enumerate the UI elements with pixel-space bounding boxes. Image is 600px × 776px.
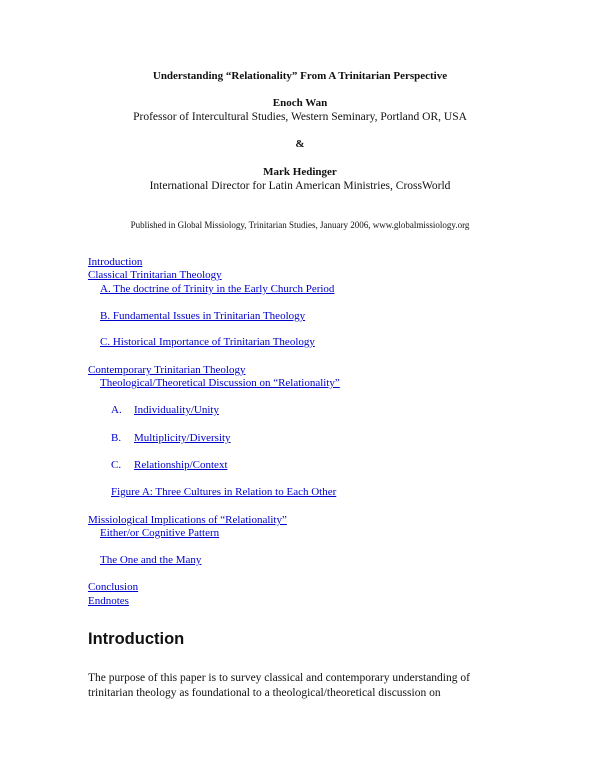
toc-link-fundamental-issues[interactable]: B. Fundamental Issues in Trinitarian Theology (100, 310, 306, 322)
toc-link-theoretical-discussion[interactable]: Theological/Theoretical Discussion on “Relationality” (100, 377, 340, 389)
body-paragraph-line-1: The purpose of this paper is to survey classical and contemporary understanding of (88, 672, 470, 684)
toc-letter-b: B. (111, 432, 122, 444)
toc-link-multiplicity-diversity[interactable] (111, 432, 231, 445)
section-heading-introduction: Introduction (88, 630, 185, 648)
toc-link-doctrine-early-church[interactable]: A. The doctrine of Trinity in the Early Church Period (100, 283, 335, 295)
author-affiliation-2: International Director for Latin American Ministries, CrossWorld (149, 180, 451, 192)
toc-letter-a: A. (111, 404, 122, 416)
toc-link-individuality-unity[interactable] (111, 404, 219, 417)
toc-link-missiological-implications[interactable]: Missiological Implications of “Relationality” (88, 514, 287, 526)
toc-link-contemporary-trinitarian-theology[interactable]: Contemporary Trinitarian Theology (88, 364, 246, 376)
toc-link-relationship-context[interactable] (111, 459, 228, 472)
author-name-2: Mark Hedinger (263, 166, 337, 178)
toc-link-conclusion[interactable]: Conclusion (88, 581, 139, 593)
author-name-1: Enoch Wan (272, 97, 328, 109)
publication-note: Published in Global Missiology, Trinitarian Studies, January 2006, www.globalmissiology.org (130, 220, 470, 230)
toc-text-individuality-unity: Individuality/Unity (134, 404, 219, 416)
author-separator: & (295, 138, 305, 150)
toc-link-figure-a[interactable]: Figure A: Three Cultures in Relation to Each Other (111, 486, 337, 498)
paper-title: Understanding “Relationality” From A Trinitarian Perspective (152, 70, 448, 82)
author-affiliation-1: Professor of Intercultural Studies, Western Seminary, Portland OR, USA (133, 111, 467, 123)
toc-link-historical-importance[interactable]: C. Historical Importance of Trinitarian Theology (100, 336, 315, 348)
body-paragraph-line-2: trinitarian theology as foundational to a theological/theoretical discussion on (88, 687, 441, 699)
toc-link-classical-trinitarian-theology[interactable]: Classical Trinitarian Theology (88, 269, 222, 281)
toc-link-either-or-pattern[interactable]: Either/or Cognitive Pattern (100, 527, 220, 539)
toc-link-introduction[interactable]: Introduction (88, 256, 143, 268)
toc-link-one-and-many[interactable]: The One and the Many (100, 554, 202, 566)
toc-link-endnotes[interactable]: Endnotes (88, 595, 129, 607)
toc-text-relationship-context: Relationship/Context (134, 459, 228, 471)
toc-letter-c: C. (111, 459, 122, 471)
toc-text-multiplicity-diversity: Multiplicity/Diversity (134, 432, 231, 444)
